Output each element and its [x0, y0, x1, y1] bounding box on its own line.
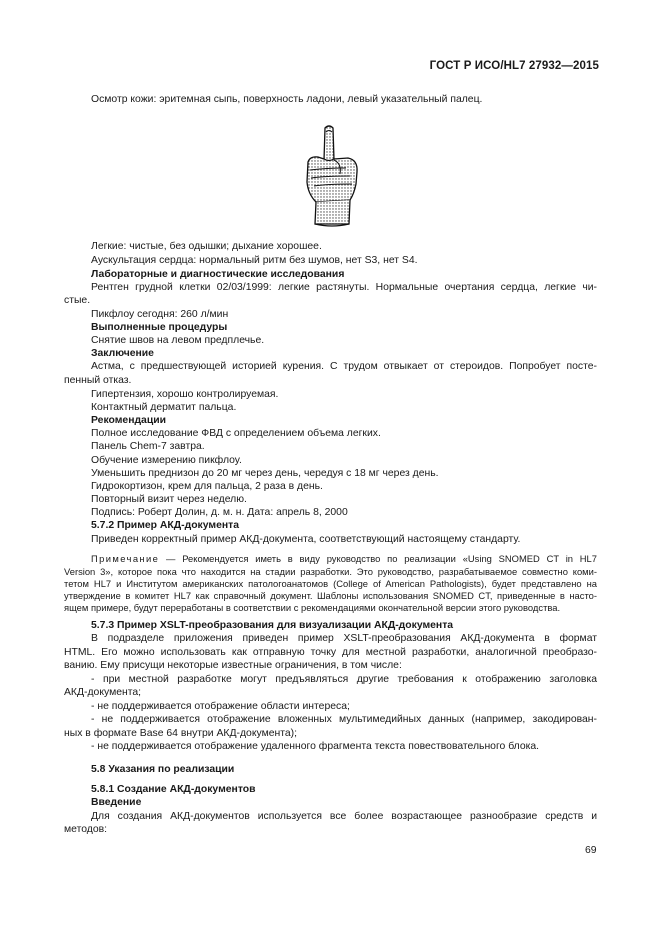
- section-5-7-3-para: В подразделе приложения приведен пример XSLT-преобразования АКД-документа в формат: [91, 633, 597, 644]
- recommendation-item: Повторный визит через неделю.: [91, 494, 247, 505]
- limitation-item: - при местной разработке могут предъявляться другие требования к отображению заголовка: [91, 674, 597, 685]
- signature-text: Подпись: Роберт Долин, д. м. н. Дата: апрель 8, 2000: [91, 507, 348, 518]
- note-line: ящем примере, будут переработаны в соответствии с рекомендациями окончательной версии этого руководства.: [64, 602, 561, 613]
- recommendation-item: Уменьшить преднизон до 20 мг через день, чередуя с 18 мг через день.: [91, 468, 439, 479]
- lab-heading: Лабораторные и диагностические исследования: [91, 269, 345, 280]
- section-5-8-1-heading: 5.8.1 Создание АКД-документов: [91, 784, 256, 795]
- note-label: Примечание: [91, 553, 160, 564]
- xray-text-cont: стые.: [64, 295, 91, 306]
- section-5-8-heading: 5.8 Указания по реализации: [91, 764, 235, 775]
- note-line: [91, 552, 597, 565]
- limitation-item-cont: АКД-документа;: [64, 687, 142, 698]
- section-5-7-3-para: ванию. Ему присущи некоторые известные ограничения, в том числе:: [64, 660, 402, 671]
- section-5-7-3-heading: 5.7.3 Пример XSLT-преобразования для визуализации АКД-документа: [91, 620, 454, 631]
- dermatitis-text: Контактный дерматит пальца.: [91, 402, 237, 413]
- peakflow-text: Пикфлоу сегодня: 260 л/мин: [91, 309, 229, 320]
- note-line: Version 3», которое пока что находится на стадии разработки. Это руководство, разрабатываемое совместно коми-: [64, 566, 597, 577]
- hypertension-text: Гипертензия, хорошо контролируемая.: [91, 389, 279, 400]
- lungs-text: Легкие: чистые, без одышки; дыхание хорошее.: [91, 241, 322, 252]
- standard-header: ГОСТ Р ИСО/HL7 27932—2015: [429, 60, 599, 72]
- limitation-item: - не поддерживается отображение вложенных мультимедийных данных (например, закодирован-: [91, 714, 597, 725]
- limitation-item: - не поддерживается отображение области интереса;: [91, 701, 350, 712]
- recommendation-item: Панель Chem-7 завтра.: [91, 441, 205, 452]
- asthma-text-cont: пенный отказ.: [64, 375, 132, 386]
- section-5-8-1-para: методов:: [64, 824, 108, 835]
- page-number: 69: [585, 845, 597, 856]
- recommendation-item: Гидрокортизон, крем для пальца, 2 раза в день.: [91, 481, 323, 492]
- limitation-item: - не поддерживается отображение удаленного фрагмента текста повествовательного блока.: [91, 741, 540, 752]
- section-5-7-2-heading: 5.7.2 Пример АКД-документа: [91, 520, 240, 531]
- skin-exam-text: Осмотр кожи: эритемная сыпь, поверхность ладони, левый указательный палец.: [91, 94, 483, 105]
- recommendation-item: Обучение измерению пикфлоу.: [91, 455, 242, 466]
- recommendation-item: Полное исследование ФВД с определением объема легких.: [91, 428, 381, 439]
- note-line: тетом HL7 и Институтом американских патологоанатомов (College of American Pathologists), будет представлено на: [64, 578, 597, 589]
- section-5-7-3-para: HTML. Его можно использовать как отправную точку для местной разработки, аналогичной преобразо-: [64, 647, 597, 658]
- recommendations-heading: Рекомендации: [91, 415, 167, 426]
- asthma-text: Астма, с предшествующей историей курения. С трудом отвыкает от стероидов. Попробует посте-: [91, 361, 597, 372]
- xray-text: Рентген грудной клетки 02/03/1999: легкие растянуты. Нормальные очертания сердца, легкие чи-: [91, 282, 597, 293]
- introduction-heading: Введение: [91, 797, 142, 808]
- heart-text: Аускультация сердца: нормальный ритм без шумов, нет S3, нет S4.: [91, 255, 418, 266]
- note-line: утверждение в комитет HL7 как справочный документ. Шаблоны использования SNOMED CT, приведенные в насто-: [64, 590, 597, 601]
- procedures-heading: Выполненные процедуры: [91, 322, 228, 333]
- section-5-7-2-text: Приведен корректный пример АКД-документа, соответствующий настоящему стандарту.: [91, 534, 521, 545]
- section-5-8-1-para: Для создания АКД-документов используется все более возрастающее разнообразие средств и: [91, 811, 597, 822]
- pointing-hand-icon: [296, 124, 368, 230]
- limitation-item-cont: ных в формате Base 64 внутри АКД-документа);: [64, 728, 297, 739]
- note-text: — Рекомендуется иметь в виду руководство по реализации «Using SNOMED CT in HL7: [159, 553, 597, 564]
- conclusion-heading: Заключение: [91, 348, 154, 359]
- procedure-text: Снятие швов на левом предплечье.: [91, 335, 265, 346]
